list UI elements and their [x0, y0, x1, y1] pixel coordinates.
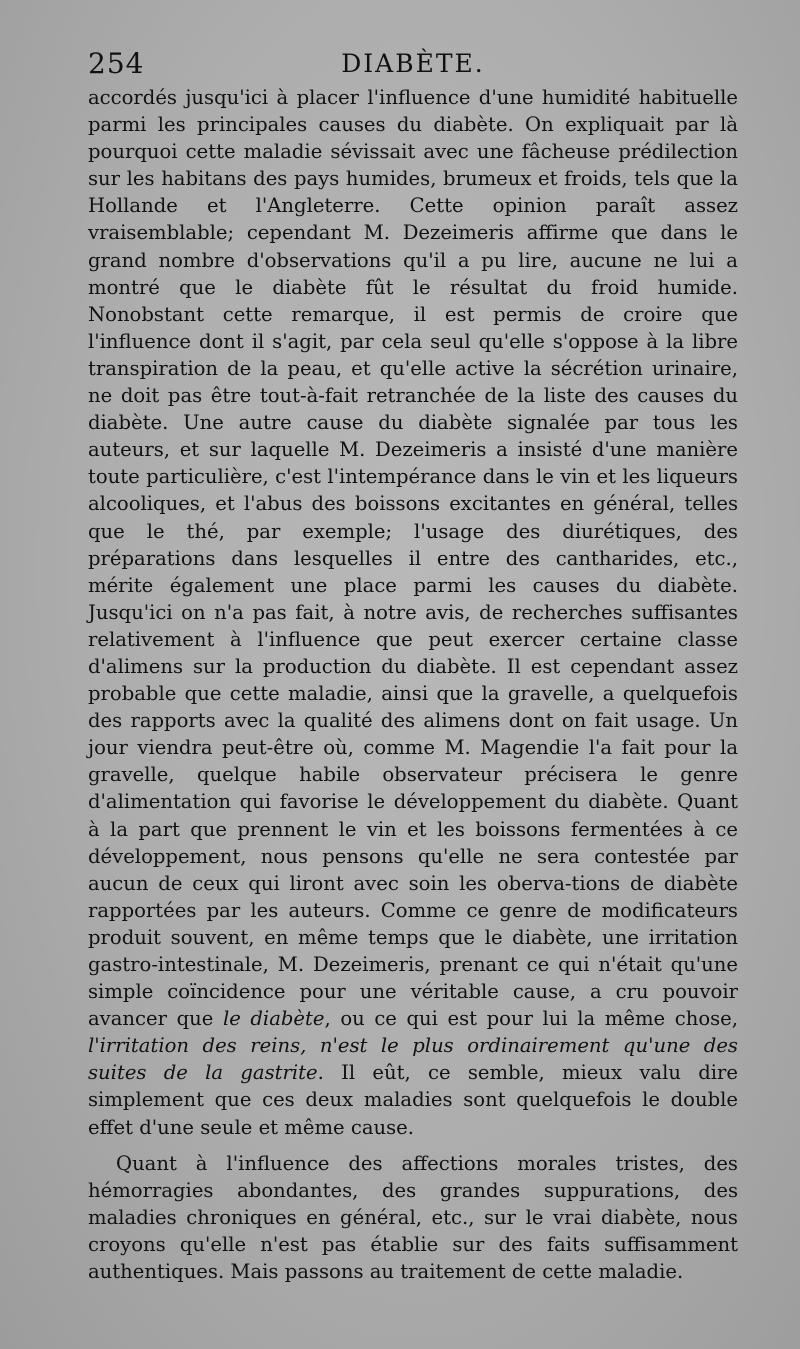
page-header: [88, 44, 738, 84]
body-paragraph-1: [88, 84, 738, 1141]
page-body: [88, 84, 738, 1285]
paragraph-1-text-part-3: . Il eût, ce semble, mieux valu dire simplement que ces deux maladies sont quelquefois le double effet d'une seule et même cause.: [88, 1061, 738, 1139]
body-paragraph-2: Quant à l'influence des affections morales tristes, des hémorragies abondantes, des grandes suppurations, des maladies chroniques en général, etc., sur le vrai diabète, nous croyons qu'elle n'est pas établie sur des faits suffisamment authentiques. Mais passons au traitement de cette maladie.: [88, 1151, 738, 1284]
paragraph-1-italic-part-1: le diabète: [222, 1007, 325, 1031]
paragraph-1-italic-part-2: l'irritation des reins, n'est le plus ordinairement qu'une des suites de la gastrite: [88, 1034, 738, 1085]
running-head: DIABÈTE.: [341, 49, 485, 78]
paragraph-1-text-part-1: accordés jusqu'ici à placer l'influence d'une humidité habituelle parmi les principales causes du diabète. On expliquait par là pourquoi cette maladie sévissait avec une fâcheuse prédilection sur les habitans des pays humides, brumeux et froids, tels que la Hollande et l'Angleterre. Cette opinion paraît assez vraisemblable; cependant M. Dezeimeris affirme que dans le grand nombre d'observations qu'il a pu lire, aucune ne lui a montré que le diabète fût le résultat du froid humide. Nonobstant cette remarque, il est permis de croire que l'influence dont il s'agit, par cela seul qu'elle s'oppose à la libre transpiration de la peau, et qu'elle active la sécrétion urinaire, ne doit pas être tout-à-fait retranchée de la liste des causes du diabète. Une autre cause du diabète signalée par tous les auteurs, et sur laquelle M. Dezeimeris a insisté d'une manière toute particulière, c'est l'intempérance dans le vin et les liqueurs alcooliques, et l'abus des boissons excitantes en général, telles que le thé, par exemple; l'usage des diurétiques, des préparations dans lesquelles il entre des cantharides, etc., mérite également une place parmi les causes du diabète. Jusqu'ici on n'a pas fait, à notre avis, de recherches suffisantes relativement à l'influence que peut exercer certaine classe d'alimens sur la production du diabète. Il est cependant assez probable que cette maladie, ainsi que la gravelle, a quelquefois des rapports avec la qualité des alimens dont on fait usage. Un jour viendra peut-être où, comme M. Magendie l'a fait pour la gravelle, quelque habile observateur précisera le genre d'alimentation qui favorise le développement du diabète. Quant à la part que prennent le vin et les boissons fermentées à ce développement, nous pensons qu'elle ne sera contestée par aucun de ceux qui liront avec soin les oberva-tions de diabète rapportées par les auteurs. Comme ce genre de modificateurs produit souvent, en même temps que le diabète, une irritation gastro-intestinale, M. Dezeimeris, prenant ce qui n'était qu'une simple coïncidence pour une véritable cause, a cru pouvoir avancer que: [88, 86, 738, 1031]
paragraph-1-text-part-2: , ou ce qui est pour lui la même chose,: [324, 1007, 739, 1031]
page-number: 254: [88, 47, 145, 80]
